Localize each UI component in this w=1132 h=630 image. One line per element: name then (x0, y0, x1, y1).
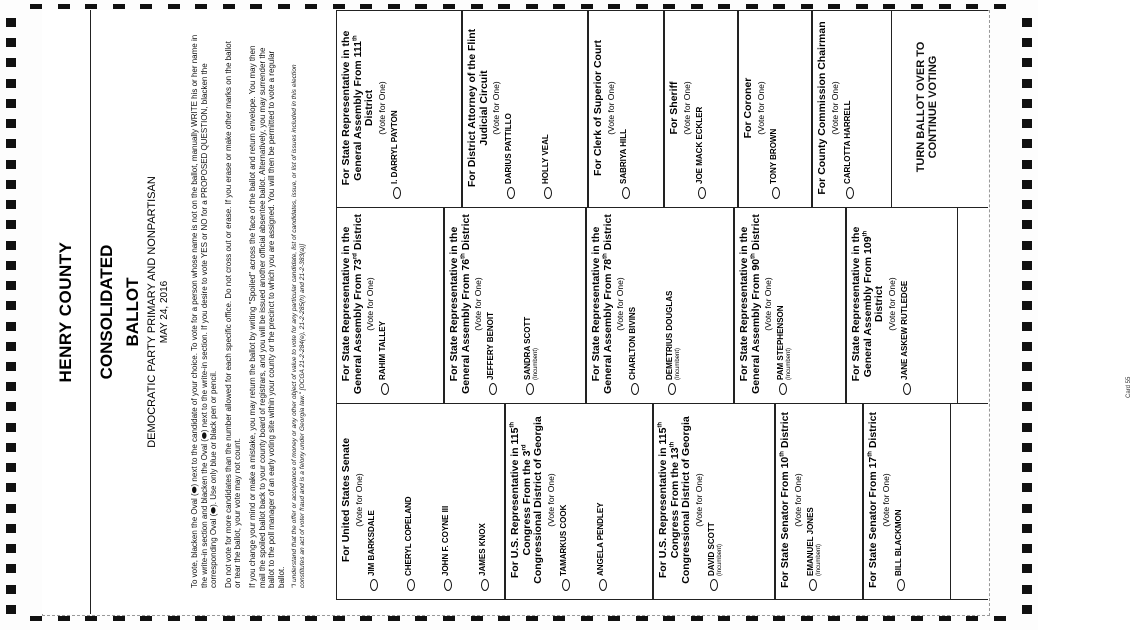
candidate-row[interactable] (441, 409, 478, 591)
race-district-attorney (462, 11, 588, 207)
candidate-name: JOE MACK ECKLER (694, 106, 704, 184)
election-date: MAY 24, 2016 (159, 280, 170, 344)
race-state-rep-90th (734, 207, 846, 403)
vote-oval[interactable] (779, 383, 787, 395)
ballot-page (42, 10, 1132, 614)
candidate-name: HOLLY VEAL (541, 134, 550, 184)
ballot-column-3 (336, 10, 988, 208)
candidate-row[interactable] (665, 213, 702, 395)
vote-for-one: (Vote for One) (615, 277, 625, 331)
vote-for-one: (Vote for One) (605, 81, 616, 135)
candidate-name: PAM STEPHENSON (776, 305, 785, 380)
race-us-rep-13th (653, 403, 775, 599)
vote-oval[interactable] (393, 187, 401, 199)
candidate-name: DAVID SCOTT (706, 522, 716, 576)
race-state-rep-76th (444, 207, 586, 403)
incumbent-tag: (Incumbent) (533, 347, 539, 380)
candidate-name: JIM BARKSDALE (366, 510, 376, 576)
race-us-rep-3rd (505, 403, 653, 599)
vote-for-one: (Vote for One) (473, 277, 483, 331)
candidate-name: DARIUS PATTILLO (504, 113, 513, 184)
race-state-rep-73rd (336, 207, 444, 403)
office-title: For State Representative in the General Assembly From 111th District (340, 30, 375, 186)
vote-for-one: (Vote for One) (792, 473, 803, 527)
candidate-name: BILL BLACKMON (893, 509, 903, 576)
vote-oval[interactable] (698, 187, 706, 199)
ballot-column-1 (336, 403, 988, 600)
candidate-name: JEFFERY BENOIT (486, 311, 495, 380)
vote-oval[interactable] (489, 383, 497, 395)
candidate-row[interactable] (390, 17, 427, 199)
office-title: For State Senator From 17th District (867, 411, 879, 589)
vote-for-one: (Vote for One) (353, 473, 364, 527)
vote-for-one: (Vote for One) (681, 81, 692, 135)
race-state-rep-111th (336, 11, 462, 207)
candidate-name: I. DARRYL PAYTON (389, 110, 399, 184)
race-state-rep-109th (846, 207, 958, 403)
vote-oval[interactable] (544, 187, 552, 199)
vote-for-one: (Vote for One) (880, 473, 891, 527)
office-title: For United States Senate (340, 437, 352, 563)
candidate-row[interactable] (695, 17, 732, 199)
instructions (190, 32, 312, 588)
vote-for-one: (Vote for One) (763, 277, 773, 331)
ballot-title-block (90, 10, 170, 614)
vote-for-one: (Vote for One) (365, 277, 375, 331)
ballot-page-rotated (42, 10, 1132, 614)
race-state-rep-78th (586, 207, 734, 403)
race-sheriff (664, 11, 738, 207)
candidate-name: DEMETRIUS DOUGLAS (665, 290, 674, 380)
candidate-row[interactable] (769, 17, 806, 199)
candidate-row[interactable] (404, 409, 441, 591)
candidate-name: CARLOTTA HARRELL (842, 100, 852, 184)
candidate-row[interactable] (843, 17, 880, 199)
incumbent-tag: (Incumbent) (815, 543, 822, 576)
vote-oval[interactable] (562, 579, 570, 591)
vote-oval[interactable] (897, 579, 905, 591)
vote-oval[interactable] (622, 187, 630, 199)
candidate-row[interactable] (367, 409, 404, 591)
candidate-row[interactable] (596, 409, 633, 591)
race-state-senator-10th (775, 403, 863, 599)
vote-for-one: (Vote for One) (376, 81, 387, 135)
vote-oval[interactable] (370, 579, 378, 591)
candidate-name: RAHIM TALLEY (378, 321, 387, 380)
candidate-row[interactable] (900, 213, 937, 395)
vote-oval[interactable] (668, 383, 676, 395)
incumbent-tag: (Incumbent) (675, 347, 681, 380)
incumbent-tag: (Incumbent) (786, 347, 792, 380)
office-title: For State Representative in the General Assembly From 76th District (448, 214, 472, 394)
election-name: DEMOCRATIC PARTY PRIMARY AND NONPARTISAN (146, 176, 158, 448)
candidate-row[interactable] (504, 17, 541, 199)
vote-oval[interactable] (903, 383, 911, 395)
candidate-name: TAMARKUS COOK (558, 504, 568, 576)
candidate-row[interactable] (776, 213, 813, 395)
vote-oval[interactable] (772, 187, 780, 199)
office-title: For State Representative in the General Assembly From 90th District (738, 214, 762, 394)
race-us-senate (336, 403, 505, 599)
candidate-name: JOHN F. COYNE III (440, 505, 450, 576)
vote-for-one: (Vote for One) (545, 473, 556, 527)
office-title: For Sheriff (668, 81, 680, 135)
candidate-name: SANDRA SCOTT (523, 316, 532, 380)
candidate-row[interactable] (523, 213, 560, 395)
race-state-senator-17th (863, 403, 951, 599)
vote-oval[interactable] (846, 187, 854, 199)
bottom-timing-marks (30, 616, 1006, 624)
office-title: For U.S. Representative in 115th Congress From the 13th Congressional District of Georgia (657, 416, 692, 584)
vote-oval[interactable] (444, 579, 452, 591)
vote-oval[interactable] (710, 579, 718, 591)
office-title: For State Representative in the General Assembly From 109th District (850, 226, 885, 382)
vote-oval[interactable] (407, 579, 415, 591)
vote-oval[interactable] (526, 383, 534, 395)
vote-for-one: (Vote for One) (491, 81, 501, 135)
office-title: For U.S. Representative in 115th Congress From the 3rd Congressional District of Georgia (509, 416, 544, 584)
race-clerk-superior-court (588, 11, 664, 207)
candidate-row[interactable] (559, 409, 596, 591)
ballot-title-line1: CONSOLIDATED (97, 244, 116, 380)
candidate-row[interactable] (707, 409, 744, 591)
office-title: For State Senator From 10th District (779, 411, 791, 589)
vote-oval[interactable] (809, 579, 817, 591)
left-timing-marks (6, 18, 18, 614)
candidate-name: CHERYL COPELAND (403, 496, 413, 576)
candidate-name: EMANUEL JONES (805, 507, 815, 576)
office-title: For Clerk of Superior Court (592, 40, 604, 176)
vote-oval[interactable] (481, 579, 489, 591)
candidate-row[interactable] (378, 213, 415, 395)
candidate-name: JAMES KNOX (477, 523, 487, 576)
instructions-fraud-notice: "I understand that the offer or acceptance of money or any other object of value to vote for any particular candidate, list of candidates, issue, or list of issues included in this election constitutes an act of voter fraud and is a felony under Georgia law." [OCGA 21-2-284(e), 21-2-285(h) and 21-2-383(a)] (291, 64, 306, 588)
candidate-name: CHARLTON BIVINS (628, 306, 637, 380)
office-title: For Coroner (742, 77, 754, 139)
candidate-name: SABRIYA HILL (618, 129, 628, 184)
vote-for-one: (Vote for One) (755, 81, 766, 135)
office-title: For State Representative in the General Assembly From 73rd District (340, 213, 364, 395)
instructions-p1: To vote, blacken the Oval (⬬) next to the candidate of your choice. To vote for a person whose name is not on the ballot, manually WRITE his or her name in the write-in section and blacken the Oval (⬬) next to the write-in section. If you desire to vote YES or NO for a PROPOSED QUESTION, blacken the corresponding Oval (⬬). Use only blue or black pen or pencil. (190, 34, 219, 588)
vote-oval[interactable] (381, 383, 389, 395)
candidate-row[interactable] (541, 17, 578, 199)
instructions-p2: Do not vote for more candidates than the number allowed for each specific office. Do not cross out or erase. If you erase or make other marks on the ballot or tear the ballot, your vote may not count. (223, 41, 243, 588)
vote-oval[interactable] (507, 187, 515, 199)
vote-for-one: (Vote for One) (829, 81, 840, 135)
candidate-row[interactable] (628, 213, 665, 395)
office-title: For County Commission Chairman (816, 21, 828, 195)
right-timing-marks (1022, 18, 1034, 614)
candidate-row[interactable] (894, 409, 931, 591)
candidate-row[interactable] (619, 17, 656, 199)
county-header (42, 10, 91, 614)
candidate-row[interactable] (486, 213, 523, 395)
race-coroner (738, 11, 812, 207)
candidate-row[interactable] (806, 409, 843, 591)
candidate-name: ANGELA PENDLEY (595, 502, 605, 576)
candidate-name: TONY BROWN (768, 128, 778, 184)
vote-oval[interactable] (631, 383, 639, 395)
candidate-name: JANE ASKEW RUTLEDGE (899, 280, 909, 380)
vote-for-one: (Vote for One) (693, 473, 704, 527)
turn-ballot-over: TURN BALLOT OVER TO CONTINUE VOTING (915, 41, 939, 173)
incumbent-tag: (Incumbent) (716, 543, 723, 576)
office-title: For District Attorney of the Flint Judicial Circuit (466, 28, 490, 188)
office-title: For State Representative in the General Assembly From 78th District (590, 214, 614, 394)
instructions-p3: If you change your mind or make a mistake, you may return the ballot by writing "Spoiled" across the face of the ballot and return envelope. You may then mail the spoiled ballot back to your county board of registrars, and you will be issued another official absentee ballot. Alternatively, you may surrender the ballot to the poll manager of an early voting site within your county or the precinct to which you are assigned. You will then be permitted to vote a regular ballot. (247, 45, 286, 588)
vote-oval[interactable] (599, 579, 607, 591)
card-number: Card 55 (1126, 376, 1132, 398)
ballot-title-line2: BALLOT (123, 277, 142, 347)
race-county-commission-chairman (812, 11, 892, 207)
vote-for-one: (Vote for One) (886, 277, 897, 331)
ballot-column-2 (336, 207, 1132, 404)
county-name: HENRY COUNTY (56, 241, 75, 383)
